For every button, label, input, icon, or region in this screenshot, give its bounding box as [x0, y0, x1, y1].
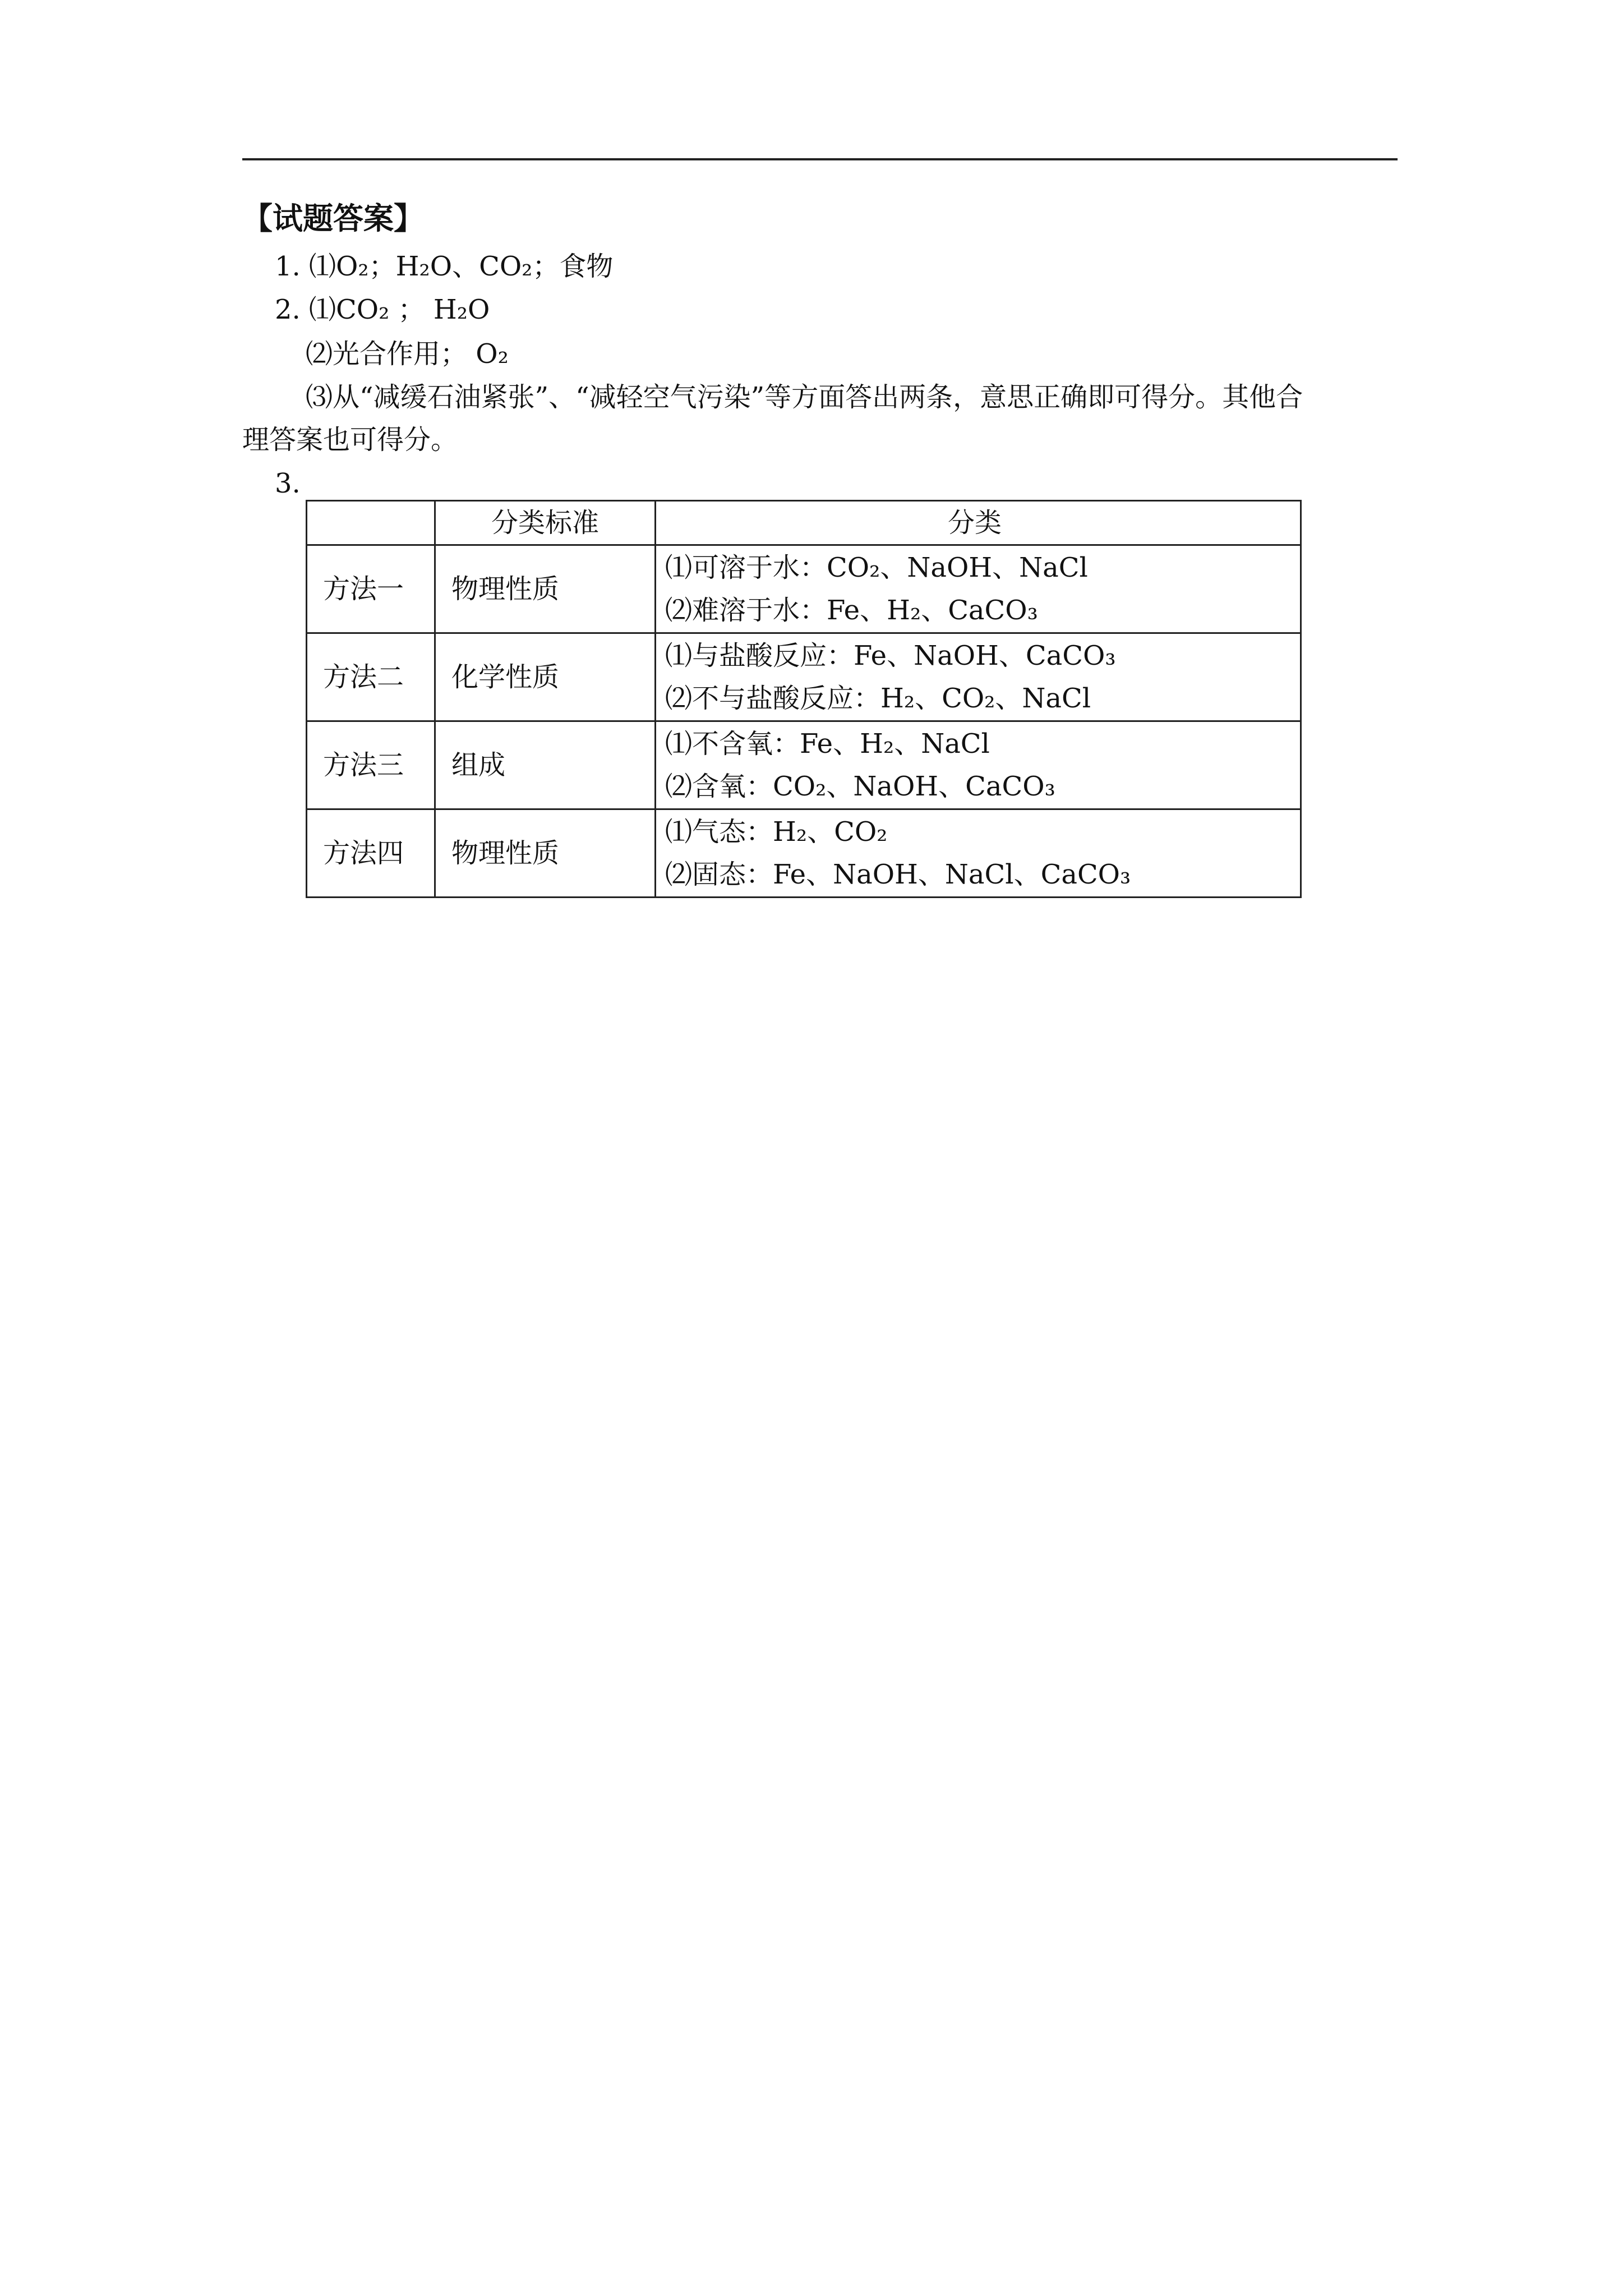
classification-cell [656, 545, 1301, 633]
classification-cell [656, 809, 1301, 898]
classification-cell [656, 633, 1301, 721]
classification-item: ⑵固态：Fe、NaOH、NaCl、CaCO₃ [665, 859, 1131, 890]
standard-cell: 组成 [435, 721, 656, 809]
classification-table [306, 500, 1302, 898]
method-cell: 方法二 [307, 633, 435, 721]
answer-heading: 【试题答案】 [242, 201, 424, 236]
table-row [307, 545, 1301, 633]
standard-cell: 物理性质 [435, 545, 656, 633]
classification-item: ⑴可溶于水：CO₂、NaOH、NaCl [665, 552, 1088, 583]
method-cell: 方法四 [307, 809, 435, 898]
classification-item: ⑴不含氧：Fe、H₂、NaCl [665, 728, 990, 760]
table-row [307, 809, 1301, 898]
answer-1: 1. ⑴O₂；H₂O、CO₂；食物 [275, 251, 614, 282]
method-cell: 方法一 [307, 545, 435, 633]
classification-cell [656, 721, 1301, 809]
table-row [307, 633, 1301, 721]
answer-3-label: 3. [275, 468, 301, 499]
method-cell: 方法三 [307, 721, 435, 809]
header-cell-standard: 分类标准 [435, 501, 656, 545]
answer-2-part-3-line-1: ⑶从“减缓石油紧张”、“减轻空气污染”等方面答出两条，意思正确即可得分。其他合 [306, 381, 1303, 413]
classification-item: ⑵含氧：CO₂、NaOH、CaCO₃ [665, 771, 1055, 802]
header-rule [242, 158, 1398, 160]
classification-item: ⑴与盐酸反应：Fe、NaOH、CaCO₃ [665, 640, 1116, 671]
standard-cell: 化学性质 [435, 633, 656, 721]
answer-2-part-3-line-2: 理答案也可得分。 [242, 424, 458, 455]
header-cell-empty [307, 501, 435, 545]
header-cell-classification: 分类 [656, 501, 1301, 545]
table-header-row [307, 501, 1301, 545]
answer-2-part-2: ⑵光合作用； O₂ [306, 338, 509, 370]
standard-cell: 物理性质 [435, 809, 656, 898]
classification-item: ⑵不与盐酸反应：H₂、CO₂、NaCl [665, 683, 1091, 714]
answer-2-part-1: 2. ⑴CO₂ ； H₂O [275, 294, 490, 325]
classification-item: ⑴气态：H₂、CO₂ [665, 816, 888, 848]
classification-item: ⑵难溶于水：Fe、H₂、CaCO₃ [665, 595, 1038, 626]
table-row [307, 721, 1301, 809]
